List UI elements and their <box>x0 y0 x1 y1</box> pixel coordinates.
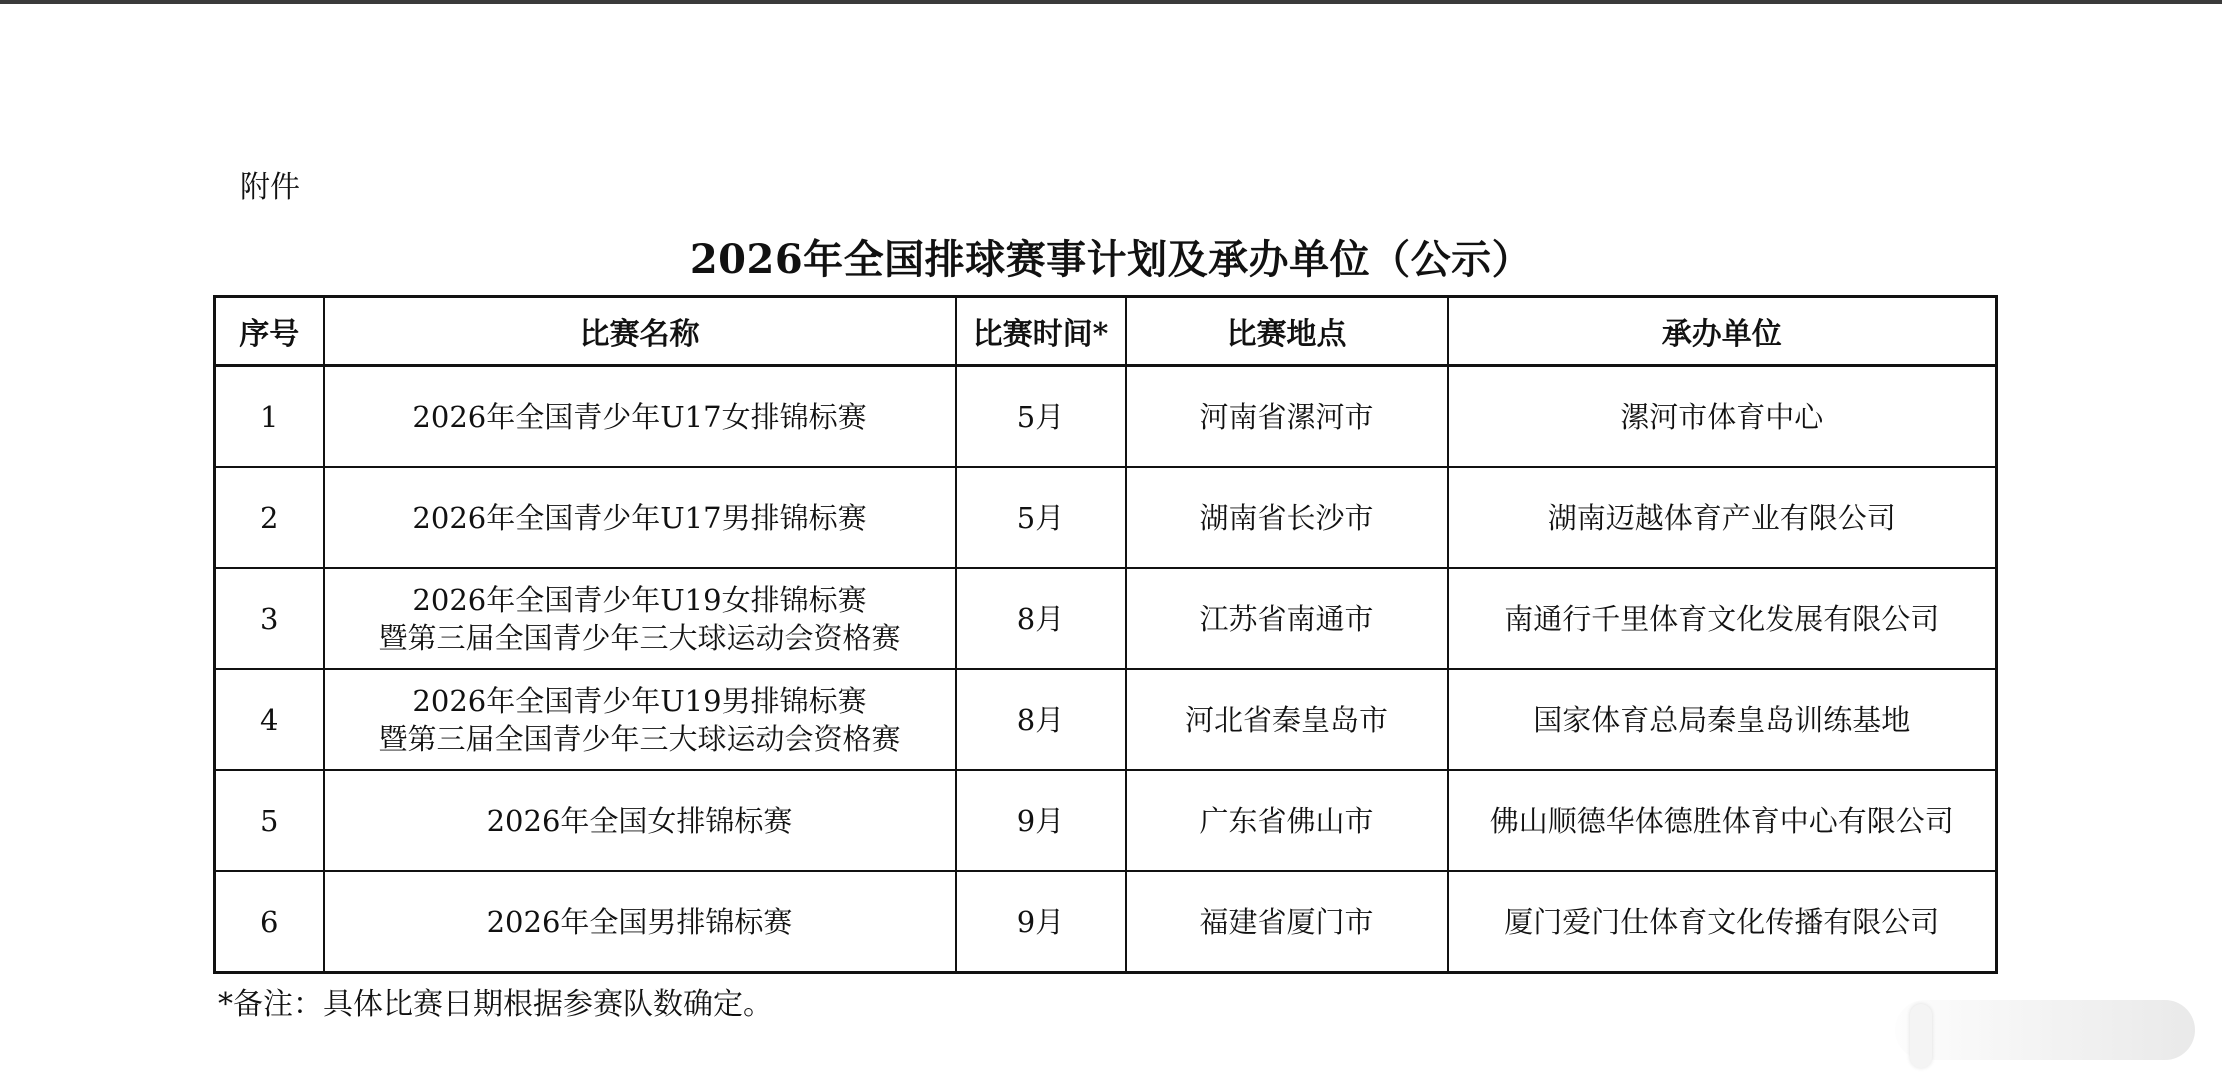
event-time: 9月 <box>956 770 1126 871</box>
header-event-name: 比赛名称 <box>324 297 956 366</box>
event-name-line: 2026年全国青少年U19男排锦标赛 <box>412 683 867 718</box>
event-organizer: 漯河市体育中心 <box>1448 366 1997 468</box>
header-event-time: 比赛时间* <box>956 297 1126 366</box>
event-name-line: 2026年全国青少年U17男排锦标赛 <box>412 500 867 535</box>
table-row <box>215 871 1997 973</box>
event-organizer: 湖南迈越体育产业有限公司 <box>1448 467 1997 568</box>
row-number: 2 <box>215 467 324 568</box>
event-name-line: 2026年全国青少年U19女排锦标赛 <box>412 582 867 617</box>
row-number: 1 <box>215 366 324 468</box>
event-time: 8月 <box>956 669 1126 770</box>
event-name-line: 2026年全国女排锦标赛 <box>486 803 793 838</box>
row-number: 6 <box>215 871 324 973</box>
event-location: 江苏省南通市 <box>1126 568 1448 669</box>
event-name-line-2: 暨第三届全国青少年三大球运动会资格赛 <box>378 620 901 655</box>
event-name-line: 2026年全国青少年U17女排锦标赛 <box>412 399 867 434</box>
row-number: 5 <box>215 770 324 871</box>
event-organizer: 厦门爱门仕体育文化传播有限公司 <box>1448 871 1997 973</box>
event-organizer: 国家体育总局秦皇岛训练基地 <box>1448 669 1997 770</box>
event-name <box>324 871 956 973</box>
event-location: 河南省漯河市 <box>1126 366 1448 468</box>
row-number: 3 <box>215 568 324 669</box>
event-name <box>324 568 956 669</box>
event-name <box>324 669 956 770</box>
top-border <box>0 0 2222 4</box>
event-name-line: 2026年全国男排锦标赛 <box>486 904 793 939</box>
event-location: 河北省秦皇岛市 <box>1126 669 1448 770</box>
table-row <box>215 467 1997 568</box>
event-organizer: 南通行千里体育文化发展有限公司 <box>1448 568 1997 669</box>
document-title: 2026年全国排球赛事计划及承办单位（公示） <box>689 236 1533 283</box>
attachment-label: 附件 <box>240 170 300 205</box>
event-location: 广东省佛山市 <box>1126 770 1448 871</box>
event-name <box>324 366 956 468</box>
scroll-handle[interactable] <box>1910 1004 1932 1068</box>
table-row <box>215 366 1997 468</box>
scroll-indicator[interactable] <box>1895 1000 2195 1060</box>
event-organizer: 佛山顺德华体德胜体育中心有限公司 <box>1448 770 1997 871</box>
event-name <box>324 467 956 568</box>
header-organizer: 承办单位 <box>1448 297 1997 366</box>
header-number: 序号 <box>215 297 324 366</box>
event-name-line-2: 暨第三届全国青少年三大球运动会资格赛 <box>378 721 901 756</box>
event-location: 湖南省长沙市 <box>1126 467 1448 568</box>
event-time: 5月 <box>956 366 1126 468</box>
event-name <box>324 770 956 871</box>
event-schedule-table <box>213 295 1998 974</box>
event-location: 福建省厦门市 <box>1126 871 1448 973</box>
table-row <box>215 568 1997 669</box>
table-row <box>215 770 1997 871</box>
event-time: 8月 <box>956 568 1126 669</box>
event-time: 9月 <box>956 871 1126 973</box>
header-event-location: 比赛地点 <box>1126 297 1448 366</box>
row-number: 4 <box>215 669 324 770</box>
event-time: 5月 <box>956 467 1126 568</box>
footnote: *备注：具体比赛日期根据参赛队数确定。 <box>218 987 773 1022</box>
table-row <box>215 669 1997 770</box>
table-header-row <box>215 297 1997 366</box>
